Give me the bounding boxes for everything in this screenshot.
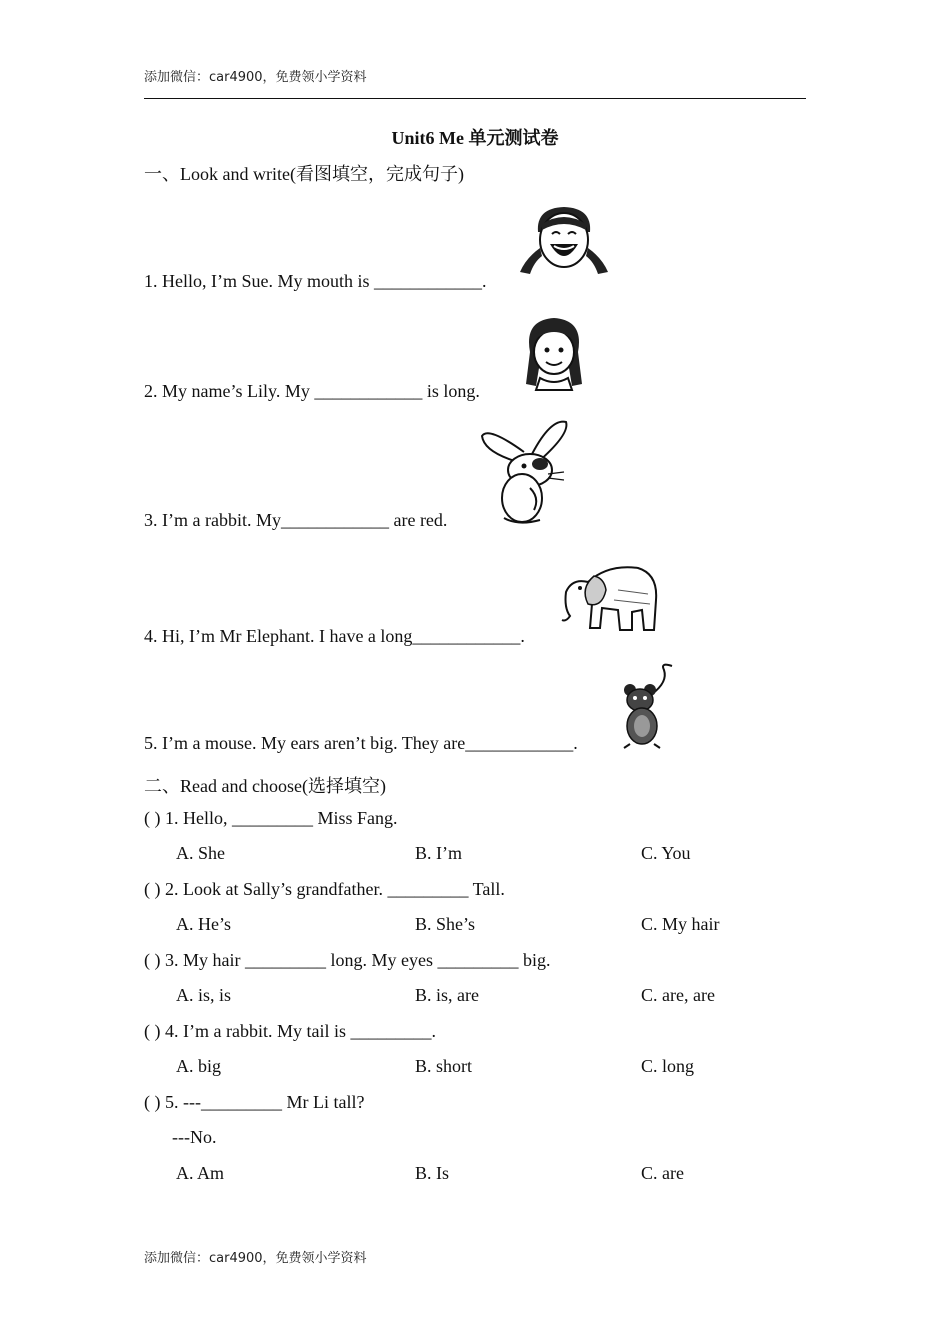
question-2-option-c: C. My hair: [641, 914, 720, 934]
section1-heading: 一、Look and write(看图填空，完成句子): [144, 164, 464, 184]
question-2-option-a: A. He’s: [176, 914, 231, 934]
section2-heading: 二、Read and choose(选择填空): [144, 776, 386, 796]
section1-item-1: 1. Hello, I’m Sue. My mouth is ____________.: [144, 271, 487, 291]
question-3-option-b: B. is, are: [415, 985, 479, 1005]
question-2-option-b: B. She’s: [415, 914, 476, 934]
long-hair-girl-picture: [516, 312, 592, 392]
question-1-option-b: B. I’m: [415, 843, 462, 863]
question-4-option-a: A. big: [176, 1056, 221, 1076]
question-5-stem: ( ) 5. ---_________ Mr Li tall?: [144, 1092, 365, 1112]
question-1-stem: ( ) 1. Hello, _________ Miss Fang.: [144, 808, 398, 828]
elephant-picture: [558, 560, 662, 636]
header-rule: [144, 98, 806, 99]
question-4-stem: ( ) 4. I’m a rabbit. My tail is _________.: [144, 1021, 436, 1041]
question-3-option-c: C. are, are: [641, 985, 715, 1005]
section1-item-4: 4. Hi, I’m Mr Elephant. I have a long____________.: [144, 626, 525, 646]
question-5-option-a: A. Am: [176, 1163, 225, 1183]
question-5-option-b: B. Is: [415, 1163, 450, 1183]
question-2-stem: ( ) 2. Look at Sally’s grandfather. _________ Tall.: [144, 879, 505, 899]
question-4-option-c: C. long: [641, 1056, 695, 1076]
question-3-option-a: A. is, is: [176, 985, 232, 1005]
section1-item-3: 3. I’m a rabbit. My____________ are red.: [144, 510, 448, 530]
header-note: 添加微信：car4900，免费领小学资料: [144, 70, 367, 85]
question-5-option-c: C. are: [641, 1163, 684, 1183]
section1-item-5: 5. I’m a mouse. My ears aren’t big. They are____________.: [144, 733, 578, 753]
question-3-stem: ( ) 3. My hair _________ long. My eyes _________ big.: [144, 950, 551, 970]
mouse-picture: [616, 660, 680, 752]
question-1-option-a: A. She: [176, 843, 225, 863]
question-1-option-c: C. You: [641, 843, 691, 863]
page-title: Unit6 Me 单元测试卷: [391, 128, 559, 148]
footer-note: 添加微信：car4900，免费领小学资料: [144, 1251, 367, 1266]
laughing-girl-picture: [516, 202, 612, 280]
question-5-reply: ---No.: [172, 1127, 217, 1147]
rabbit-picture: [478, 418, 574, 526]
question-4-option-b: B. short: [415, 1056, 473, 1076]
section1-item-2: 2. My name’s Lily. My ____________ is long.: [144, 381, 480, 401]
